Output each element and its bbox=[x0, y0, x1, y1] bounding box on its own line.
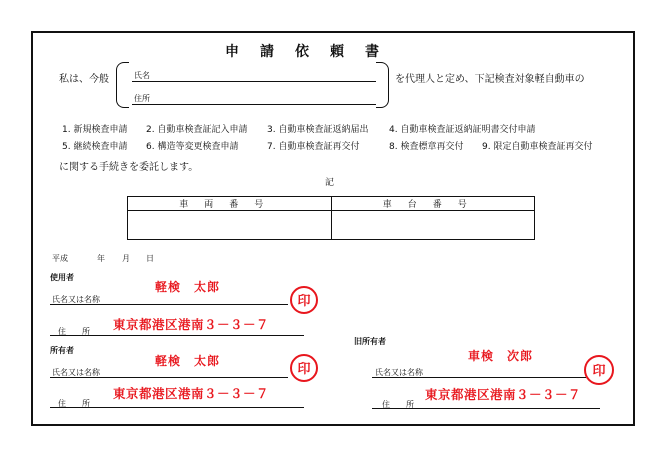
procedure-1: 1. 新規検査申請 bbox=[62, 125, 128, 135]
ki-label: 記 bbox=[325, 178, 335, 188]
owner-section-label: 所有者 bbox=[50, 346, 74, 355]
former-owner-section-label: 旧所有者 bbox=[354, 337, 386, 346]
date-era: 平成 bbox=[52, 254, 68, 263]
owner-name-label: 氏名又は名称 bbox=[52, 368, 100, 377]
right-bracket bbox=[376, 62, 389, 108]
date-month: 月 bbox=[122, 254, 130, 263]
date-day: 日 bbox=[146, 254, 154, 263]
procedure-6: 6. 構造等変更検査申請 bbox=[146, 142, 239, 152]
document-title: 申請依頼書 bbox=[225, 44, 400, 60]
procedure-4: 4. 自動車検査証返納証明書交付申請 bbox=[389, 125, 536, 135]
procedure-9: 9. 限定自動車検査証再交付 bbox=[482, 142, 593, 152]
owner-address-label: 住 所 bbox=[58, 399, 90, 408]
user-address-value: 東京都港区港南３－３－７ bbox=[113, 317, 270, 332]
former-owner-name-value: 車検 次郎 bbox=[468, 349, 534, 363]
date-year: 年 bbox=[97, 254, 105, 263]
vehicle-number-header: 車両番号 bbox=[128, 197, 332, 211]
procedure-3: 3. 自動車検査証返納届出 bbox=[267, 125, 369, 135]
owner-address-line[interactable] bbox=[50, 407, 304, 408]
agent-name-label: 氏名 bbox=[134, 71, 150, 80]
former-owner-name-line[interactable] bbox=[372, 377, 586, 378]
user-name-value: 軽検 太郎 bbox=[155, 280, 221, 294]
chassis-number-cell[interactable] bbox=[331, 211, 535, 240]
left-bracket bbox=[116, 62, 129, 108]
chassis-number-header: 車台番号 bbox=[331, 197, 535, 211]
user-address-line[interactable] bbox=[50, 335, 304, 336]
agent-address-label: 住所 bbox=[134, 94, 150, 103]
vehicle-number-cell[interactable] bbox=[128, 211, 332, 240]
former-owner-seal-icon: 印 bbox=[584, 355, 614, 385]
owner-seal-icon: 印 bbox=[290, 354, 318, 382]
user-name-label: 氏名又は名称 bbox=[52, 295, 100, 304]
former-owner-name-label: 氏名又は名称 bbox=[375, 368, 423, 377]
procedure-8: 8. 検査標章再交付 bbox=[389, 142, 464, 152]
user-section-label: 使用者 bbox=[50, 273, 74, 282]
user-seal-icon: 印 bbox=[290, 286, 318, 314]
procedure-7: 7. 自動車検査証再交付 bbox=[267, 142, 360, 152]
procedure-5: 5. 継続検査申請 bbox=[62, 142, 128, 152]
owner-name-value: 軽検 太郎 bbox=[155, 354, 221, 368]
intro-suffix: を代理人と定め、下記検査対象軽自動車の bbox=[395, 74, 585, 85]
former-owner-address-line[interactable] bbox=[372, 408, 600, 409]
procedure-2: 2. 自動車検査証記入申請 bbox=[146, 125, 248, 135]
agent-name-line[interactable] bbox=[132, 81, 376, 82]
user-address-label: 住 所 bbox=[58, 327, 90, 336]
owner-name-line[interactable] bbox=[50, 377, 288, 378]
intro-prefix: 私は、今般 bbox=[59, 74, 109, 85]
agent-address-line[interactable] bbox=[132, 104, 376, 105]
user-name-line[interactable] bbox=[50, 304, 288, 305]
owner-address-value: 東京都港区港南３－３－７ bbox=[113, 386, 270, 401]
former-owner-address-label: 住 所 bbox=[382, 400, 414, 409]
delegation-text: に関する手続きを委託します。 bbox=[59, 162, 199, 173]
former-owner-address-value: 東京都港区港南３－３－７ bbox=[425, 387, 582, 402]
vehicle-table bbox=[127, 196, 535, 240]
